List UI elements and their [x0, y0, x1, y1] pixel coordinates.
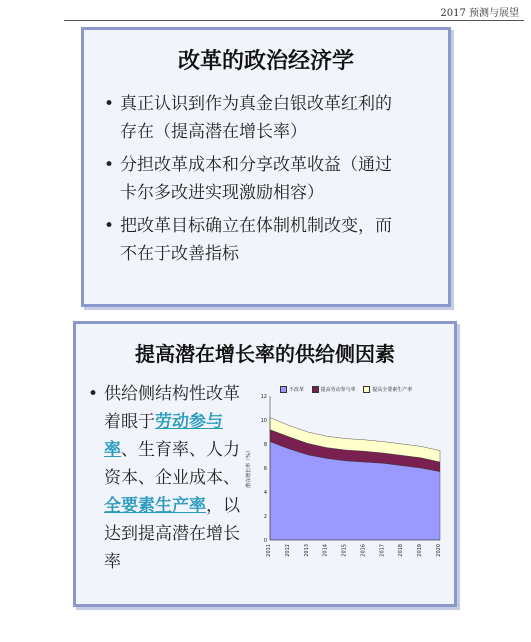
x-tick-label: 2015	[341, 544, 348, 557]
y-tick-label: 0	[263, 538, 267, 544]
bullet-line: 卡尔多改进实现激励相容）	[120, 183, 324, 203]
legend-label: 提高全要素生产率	[372, 387, 413, 393]
bullet-text-part: 革着眼于	[104, 384, 240, 432]
bullet-dot: •	[88, 384, 99, 404]
bullet-item	[104, 90, 428, 146]
x-tick-label: 2016	[360, 544, 367, 557]
legend-label: 不改革	[289, 387, 305, 393]
slide-title: 提高潜在增长率的供给侧因素	[135, 342, 395, 366]
bullet-line: 把改革目标确立在体制机制改变，而	[120, 216, 392, 236]
y-tick-label: 4	[263, 490, 267, 496]
x-tick-label: 2011	[266, 544, 272, 557]
y-tick-label: 2	[263, 514, 267, 520]
x-tick-label: 2020	[436, 544, 442, 557]
header-rule	[64, 20, 524, 21]
bullet-line: 真正认识到作为真金白银改革红利的	[120, 94, 392, 114]
bullet-dot: •	[104, 94, 115, 114]
legend-item	[312, 387, 356, 393]
x-tick-label: 2017	[379, 544, 386, 557]
y-tick-label: 6	[263, 466, 267, 472]
legend-item	[280, 387, 304, 393]
y-axis-label: 潜在增长率（%）	[246, 448, 252, 488]
chart-legend	[280, 386, 418, 393]
bullet-line: 分担改革成本和分享改革收益（通过	[120, 155, 392, 175]
slide-political-economy	[81, 27, 451, 307]
legend-swatch	[312, 386, 319, 393]
bullet-dot: •	[104, 155, 115, 175]
x-tick-label: 2019	[417, 544, 424, 557]
bullet-item	[104, 212, 428, 268]
x-tick-label: 2013	[303, 544, 310, 557]
bullet-item	[104, 151, 428, 207]
y-tick-label: 10	[260, 418, 267, 424]
legend-item	[363, 387, 412, 393]
y-tick-label: 12	[260, 394, 267, 400]
bullet-line: 存在（提高潜在增长率）	[120, 122, 307, 142]
page-header: 2017 预测与展望	[440, 8, 519, 19]
bullet-text-part: 供给侧结构性改	[104, 384, 223, 404]
bullet-line: 不在于改善指标	[120, 244, 239, 264]
x-tick-label: 2018	[398, 544, 405, 557]
bullet-text-part: ，以达到提高潜在增长率	[104, 496, 240, 572]
x-tick-label: 2012	[284, 544, 291, 557]
chart-plot	[242, 384, 454, 570]
slide-title: 改革的政治经济学	[177, 49, 354, 74]
bullet-list	[104, 90, 428, 273]
legend-swatch	[363, 386, 370, 393]
bullet-item	[88, 380, 248, 576]
highlight-labor-participation: 劳动参与率	[104, 412, 223, 460]
y-tick-label: 8	[263, 442, 267, 448]
bullet-text	[88, 380, 248, 576]
bullet-text-part: 、生育率、人力资本、企业成本、	[104, 440, 240, 488]
legend-label: 提高劳动参与率	[320, 387, 356, 393]
legend-swatch	[280, 386, 287, 393]
x-tick-label: 2014	[322, 544, 329, 557]
growth-chart	[242, 384, 454, 570]
bullet-dot: •	[104, 216, 115, 236]
slide-supply-side	[73, 321, 457, 607]
highlight-tfp: 全要素生产率	[104, 496, 206, 516]
